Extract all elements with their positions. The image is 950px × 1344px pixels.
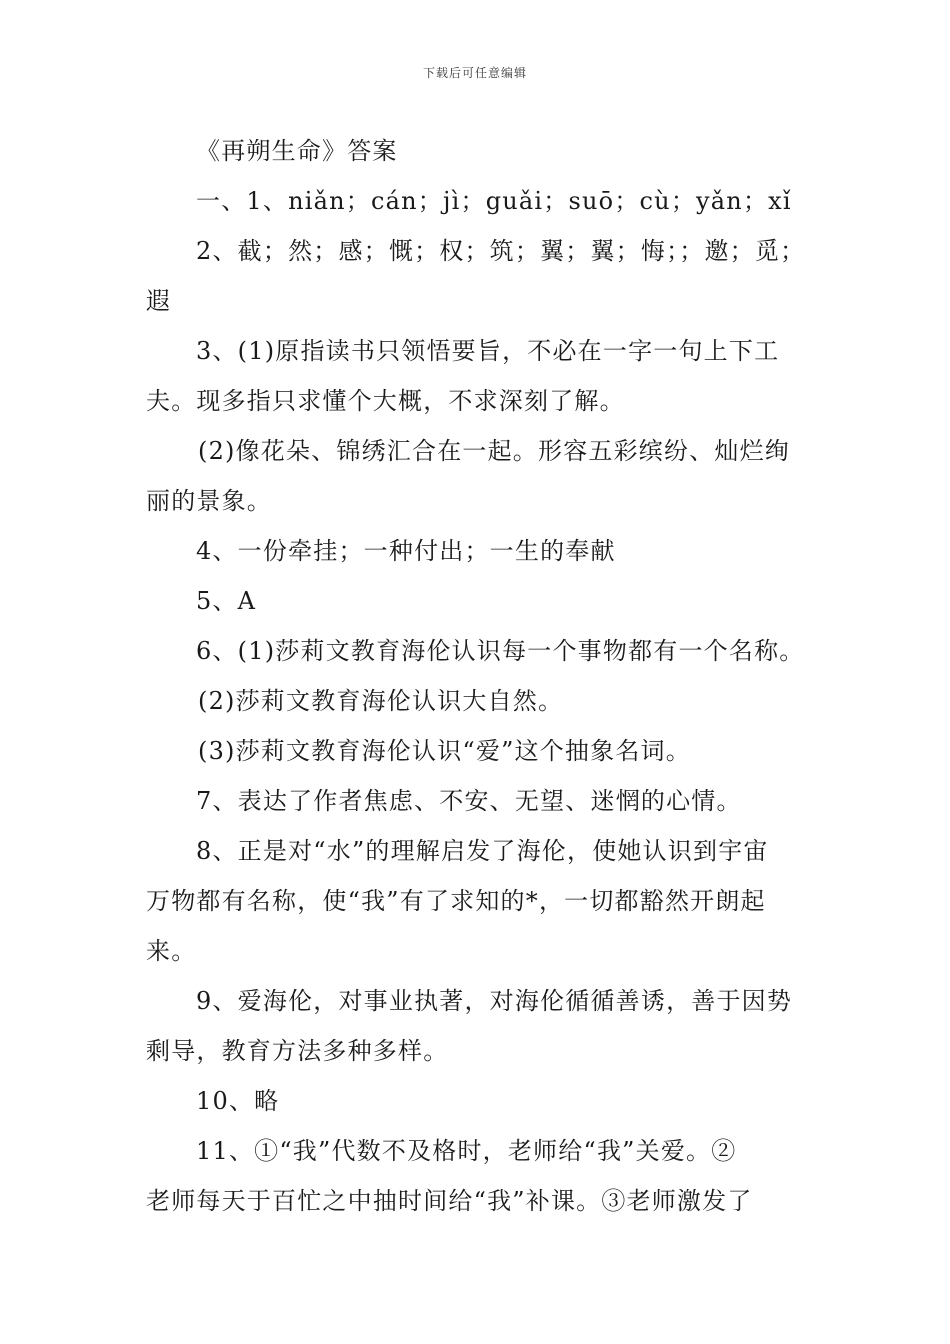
answer-line: (2)莎莉文教育海伦认识大自然。 xyxy=(198,687,564,715)
answer-line: 3、(1)原指读书只领悟要旨，不必在一字一句上下工 xyxy=(196,337,780,365)
answer-line: 遐 xyxy=(146,287,172,315)
answer-line: 7、表达了作者焦虑、不安、无望、迷惘的心情。 xyxy=(196,787,742,815)
answer-line: 来。 xyxy=(146,937,197,965)
answer-line: 夫。现多指只求懂个大概，不求深刻了解。 xyxy=(146,387,625,415)
document-body xyxy=(146,126,816,1226)
answer-line: 4、一份牵挂；一种付出；一生的奉献 xyxy=(196,537,616,565)
answer-line: 8、正是对“水”的理解启发了海伦，使她认识到宇宙 xyxy=(196,837,769,865)
answer-line: 11、①“我”代数不及格时，老师给“我”关爱。② xyxy=(196,1137,737,1165)
page-header-note: 下载后可任意编辑 xyxy=(422,66,527,80)
answer-line: 9、爱海伦，对事业执著，对海伦循循善诱，善于因势 xyxy=(196,987,793,1015)
answer-line: 剩导，教育方法多种多样。 xyxy=(146,1037,449,1065)
answer-line: 丽的景象。 xyxy=(146,487,272,515)
answer-line: 2、截；然；感；慨；权；筑；翼；翼；悔；；邀；觅； xyxy=(196,237,806,265)
answer-line: 万物都有名称，使“我”有了求知的*，一切都豁然开朗起 xyxy=(146,887,766,915)
answer-line: (3)莎莉文教育海伦认识“爱”这个抽象名词。 xyxy=(198,737,691,765)
answer-line: 一、1、niǎn；cán；jì；guǎi；suō；cù；yǎn；xǐ xyxy=(196,187,792,215)
document-title: 《再朔生命》答案 xyxy=(196,137,398,165)
answer-line: 10、略 xyxy=(196,1087,280,1115)
answer-line: (2)像花朵、锦绣汇合在一起。形容五彩缤纷、灿烂绚 xyxy=(198,437,790,465)
answer-line: 5、A xyxy=(196,587,257,615)
answer-line: 老师每天于百忙之中抽时间给“我”补课。③老师激发了 xyxy=(146,1187,753,1215)
answer-line: 6、(1)莎莉文教育海伦认识每一个事物都有一个名称。 xyxy=(196,637,805,665)
